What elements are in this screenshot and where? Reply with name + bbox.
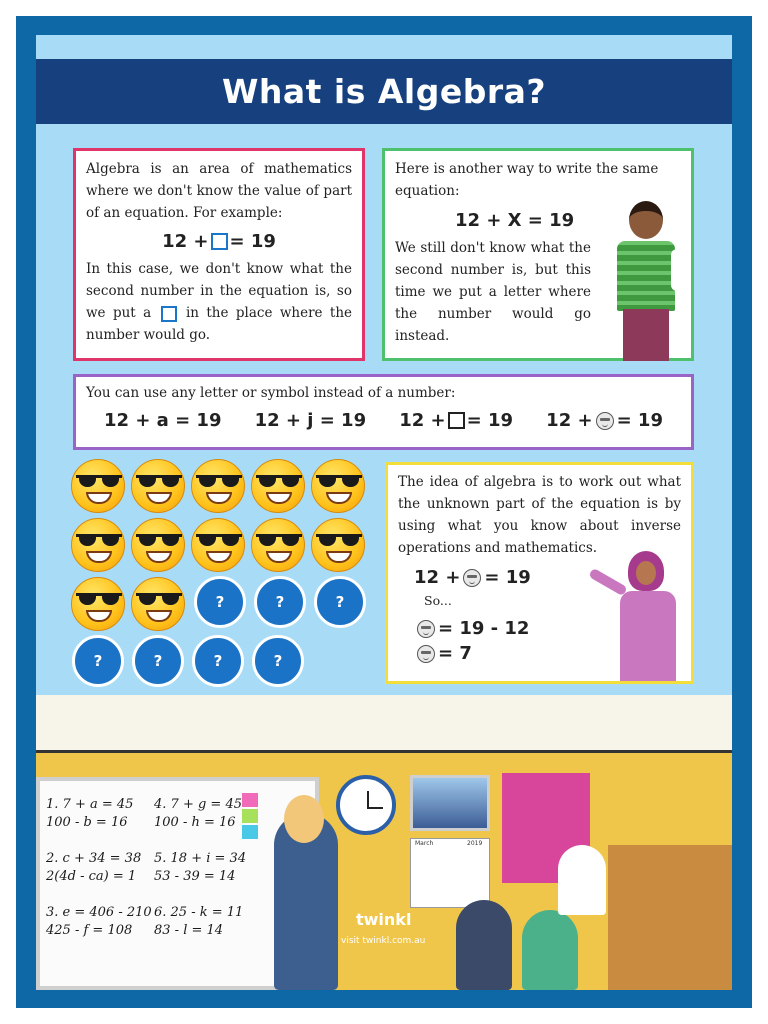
sticky-note-icon [242, 825, 258, 839]
mountain-picture [410, 775, 490, 831]
symbol-equation-j: 12 + j = 19 [254, 410, 367, 431]
sunglasses-emoji-icon [191, 518, 245, 572]
student-illustration [522, 910, 578, 990]
sunglasses-face-icon [463, 569, 481, 587]
wb-line: 83 - l = 14 [154, 923, 224, 938]
question-mark-icon: ? [314, 576, 366, 628]
calendar-year: 2019 [467, 840, 483, 847]
wb-line: 425 - f = 108 [46, 923, 133, 938]
teacher-2-illustration [558, 845, 606, 915]
explain-after: in the place where the number would go. [86, 305, 353, 343]
student-illustration [456, 900, 512, 990]
sunglasses-emoji-icon [131, 577, 185, 631]
girl-illustration [598, 547, 690, 681]
letter-equation: 12 + X = 19 [455, 210, 575, 231]
eq4-right: = 19 [616, 410, 663, 431]
calendar-month: March [415, 840, 434, 847]
letter-intro: Here is another way to write the same equation: [395, 161, 659, 199]
example-equation [86, 231, 352, 252]
equation-left: 12 + [162, 231, 209, 252]
website-text: visit twinkl.com.au [341, 936, 426, 946]
symbols-equations [86, 404, 681, 431]
intro-box [73, 148, 365, 361]
sunglasses-emoji-icon [71, 577, 125, 631]
sunglasses-emoji-icon [191, 459, 245, 513]
symbols-box [73, 374, 694, 450]
wb-line: 100 - b = 16 [46, 815, 128, 830]
explain-before: In this case, we don't know what the second number in the equation is, so we put a [86, 261, 352, 321]
equation-right: = 19 [229, 231, 276, 252]
ceiling [36, 695, 732, 753]
page-title: What is Algebra? [221, 72, 547, 111]
sunglasses-emoji-icon [251, 459, 305, 513]
sunglasses-emoji-icon [311, 518, 365, 572]
question-mark-icon: ? [252, 635, 304, 687]
sunglasses-emoji-icon [71, 518, 125, 572]
sunglasses-emoji-icon [311, 459, 365, 513]
sunglasses-face-icon [417, 620, 435, 638]
wb-line: 53 - 39 = 14 [154, 869, 236, 884]
question-mark-icon: ? [192, 635, 244, 687]
letter-box [382, 148, 694, 361]
symbols-intro: You can use any letter or symbol instead of a number: [86, 385, 456, 401]
question-mark-icon: ? [254, 576, 306, 628]
sunglasses-emoji-icon [251, 518, 305, 572]
letter-explain: We still don't know what the second number is, but this time we put a letter where the number would go instead. [395, 240, 591, 344]
twinkl-logo: twinkl [356, 910, 412, 929]
question-mark-icon: ? [194, 576, 246, 628]
eq3-left: 12 + [399, 410, 446, 431]
question-mark-icon: ? [72, 635, 124, 687]
sunglasses-face-icon [417, 645, 435, 663]
symbol-equation-face [546, 410, 663, 431]
wb-line: 4. 7 + g = 45 [154, 797, 242, 812]
wb-line: 2(4d - ca) = 1 [46, 869, 137, 884]
sticky-note-icon [242, 793, 258, 807]
blank-square-icon [211, 233, 228, 250]
idea-text: The idea of algebra is to work out what the unknown part of the equation is by using what you know about inverse operations and mathematics. [398, 474, 681, 556]
idea-eq-left: 12 + [414, 567, 461, 588]
wb-line: 6. 25 - k = 11 [154, 905, 244, 920]
wb-line: 1. 7 + a = 45 [46, 797, 134, 812]
black-square-icon [448, 412, 465, 429]
blank-square-icon [161, 306, 177, 322]
title-bar [36, 59, 732, 124]
calendar [410, 838, 490, 908]
wb-line: 5. 18 + i = 34 [154, 851, 247, 866]
wb-line: 2. c + 34 = 38 [46, 851, 142, 866]
sunglasses-face-icon [596, 412, 614, 430]
clock-icon [336, 775, 396, 835]
question-mark-icon: ? [132, 635, 184, 687]
boy-illustration [607, 201, 687, 361]
sunglasses-emoji-icon [71, 459, 125, 513]
wb-line: 3. e = 406 - 210 [46, 905, 152, 920]
sunglasses-emoji-icon [131, 459, 185, 513]
teacher-head [284, 795, 324, 843]
symbol-equation-square [399, 410, 513, 431]
eq3-right: = 19 [466, 410, 514, 431]
eq4-left: 12 + [546, 410, 593, 431]
idea-eq-right: = 19 [484, 567, 531, 588]
solve-step-2-right: = 7 [438, 643, 472, 664]
symbol-equation-a: 12 + a = 19 [104, 410, 222, 431]
sunglasses-emoji-icon [131, 518, 185, 572]
explain-text [86, 258, 352, 346]
so-text: So... [424, 593, 452, 608]
bookshelf [608, 845, 732, 990]
intro-text: Algebra is an area of mathematics where we don't know the value of part of an equation. For example: [86, 161, 352, 221]
sticky-note-icon [242, 809, 258, 823]
classroom-illustration [36, 695, 732, 990]
wb-line: 100 - h = 16 [154, 815, 236, 830]
poster [36, 35, 732, 990]
solve-step-1-right: = 19 - 12 [438, 618, 530, 639]
idea-box [385, 462, 694, 684]
